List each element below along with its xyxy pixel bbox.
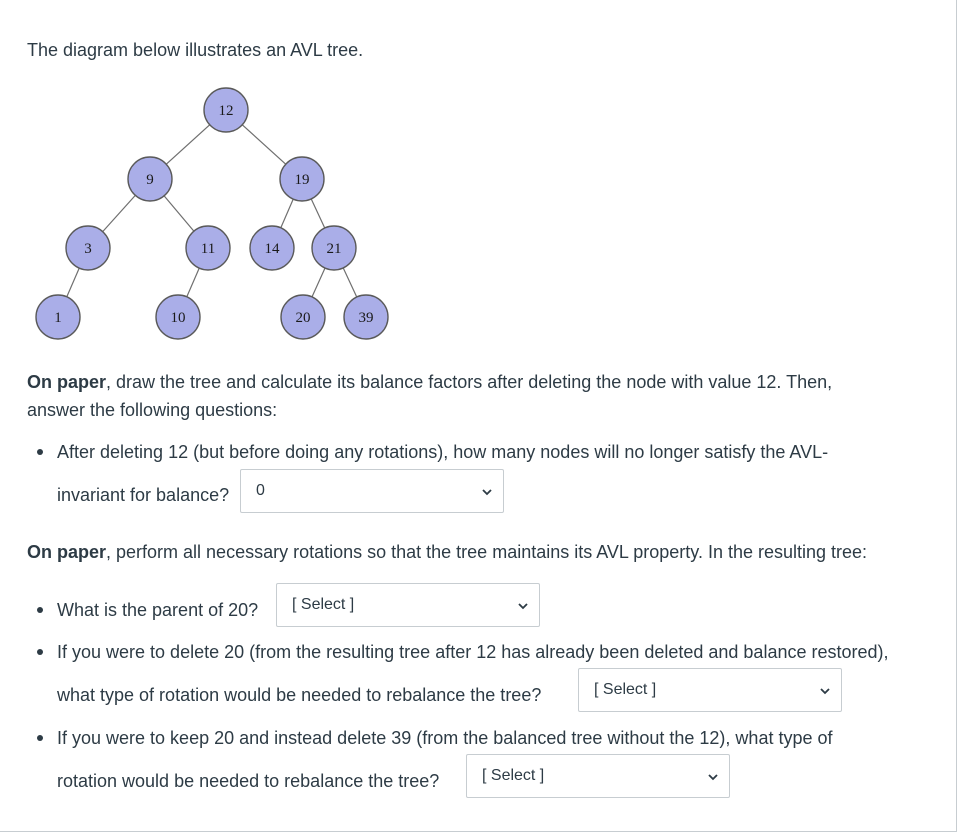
tree-edge-9-3 [103,195,136,231]
bullet-q4 [37,735,43,741]
tree-node-9 [128,157,172,201]
q3-text-line2: what type of rotation would be needed to rebalance the tree? [57,685,542,705]
tree-edge-21-39 [343,268,356,297]
tree-node-label: 19 [294,172,310,188]
section1-text-1: , draw the tree and calculate its balance factors after deleting the node with value 12. Then, [106,372,833,392]
tree-edge-19-21 [311,199,324,228]
tree-node-label: 11 [200,241,216,257]
tree-node-label: 3 [84,241,92,257]
bullet-q3 [37,649,43,655]
tree-node-3 [66,226,110,270]
q3-selected-value: [ Select ] [594,681,657,698]
q3-answer-dropdown[interactable] [578,668,842,712]
tree-edge-12-9 [166,125,209,164]
tree-edge-21-20 [312,268,325,297]
section2-paragraph [27,538,867,566]
tree-node-label: 21 [326,241,342,257]
tree-node-label: 12 [218,103,234,119]
bullet-q1 [37,449,43,455]
section2-text: , perform all necessary rotations so that the tree maintains its AVL property. In the resulting tree: [106,542,868,562]
tree-node-19 [280,157,324,201]
tree-node-21 [312,226,356,270]
tree-edge-12-19 [242,125,285,164]
q1-selected-value: 0 [256,482,265,499]
tree-edge-3-1 [67,268,79,297]
tree-edge-11-10 [187,268,199,297]
q1-text-line1: After deleting 12 (but before doing any rotations), how many nodes will no longer satisfy the AVL- [57,442,829,462]
q4-text-line2: rotation would be needed to rebalance the tree? [57,771,440,791]
tree-node-12 [204,88,248,132]
section1-bold: On paper [27,372,107,392]
tree-edge-19-14 [281,199,293,228]
q1-text-line2: invariant for balance? [57,485,230,505]
q2-text: What is the parent of 20? [57,600,259,620]
q2-selected-value: [ Select ] [292,596,355,613]
tree-node-label: 10 [170,310,186,326]
tree-node-label: 14 [264,241,280,257]
q4-text-line1: If you were to keep 20 and instead delete 39 (from the balanced tree without the 12), what type of [57,728,833,748]
chevron-down-icon [517,601,529,611]
tree-edge-9-11 [164,196,194,231]
tree-node-10 [156,295,200,339]
q3-text-line1: If you were to delete 20 (from the resulting tree after 12 has already been deleted and balance restored), [57,642,889,662]
q1-answer-dropdown[interactable] [240,469,504,513]
chevron-down-icon [481,487,493,497]
tree-node-label: 9 [146,172,154,188]
section2-bold: On paper [27,542,107,562]
tree-node-1 [36,295,80,339]
q4-selected-value: [ Select ] [482,767,545,784]
intro-text: The diagram below illustrates an AVL tree. [27,40,364,60]
tree-node-39 [344,295,388,339]
tree-node-label: 1 [54,310,62,326]
tree-node-20 [281,295,325,339]
bullet-q2 [37,607,43,613]
avl-tree-diagram [30,86,410,356]
chevron-down-icon [819,686,831,696]
tree-node-label: 39 [358,310,374,326]
chevron-down-icon [707,772,719,782]
tree-node-11 [186,226,230,270]
tree-node-14 [250,226,294,270]
tree-node-label: 20 [295,310,311,326]
q4-answer-dropdown[interactable] [466,754,730,798]
q2-answer-dropdown[interactable] [276,583,540,627]
section1-paragraph [27,368,927,424]
section1-text-2: answer the following questions: [27,400,278,420]
